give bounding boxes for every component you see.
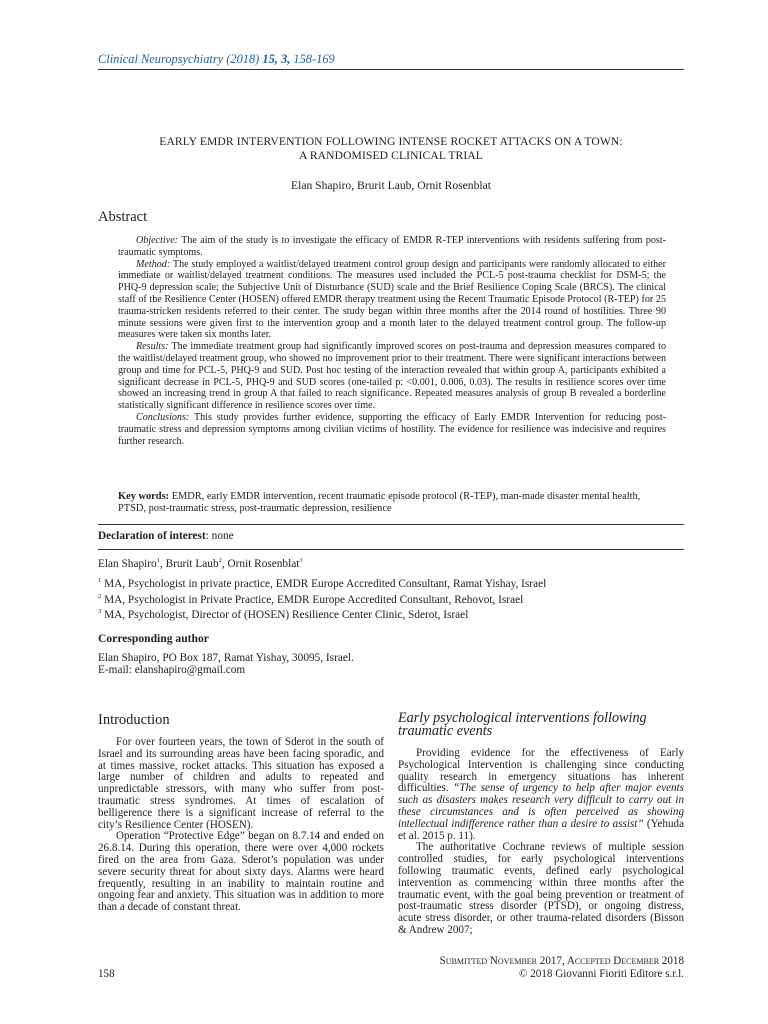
keywords-text: EMDR, early EMDR intervention, recent traumatic episode protocol (R-TEP), man-made disaster mental health, PTSD, post-traumatic stress, post-traumatic depression, resilience <box>118 491 641 514</box>
title-line-2: A RANDOMISED CLINICAL TRIAL <box>298 149 483 162</box>
submission-dates: Submitted November 2017, Accepted December 2018 <box>439 955 684 967</box>
divider <box>98 549 684 550</box>
affiliation-num: 2 <box>98 592 102 600</box>
author-list: Elan Shapiro, Brurit Laub, Ornit Rosenblat <box>291 179 491 192</box>
copyright: © 2018 Giovanni Fioriti Editore s.r.l. <box>519 968 684 980</box>
declaration-value: : none <box>205 530 234 542</box>
author-1: Elan Shapiro <box>98 557 157 570</box>
author-2-sup: 2 <box>218 557 222 564</box>
author-2: Brurit Laub <box>165 557 219 570</box>
journal-volume: 15, 3, <box>262 52 291 66</box>
title-line-1: EARLY EMDR INTERVENTION FOLLOWING INTENSE ROCKET ATTACKS ON A TOWN: <box>159 135 623 148</box>
author-3-sup: 3 <box>299 557 303 564</box>
conclusions-label: Conclusions: <box>136 411 190 423</box>
affiliation-num: 1 <box>98 577 102 584</box>
method-text: The study employed a waitlist/delayed treatment control group design and participants were randomly allocated to either immediate or waitlist/delayed treatment conditions. The measures used included the PCL-5 post-trauma checklist for DSM-5; the PHQ-9 depression scale; the Subjective Unit of Disturbance (SUD) scale and the Brief Resilience Coping Scale (BRCS). The clinical staff of the Resilience Center (HOSEN) offered EMDR therapy treatment using the Recent Traumatic Episode Protocol (R-TEP) for 25 trauma-stricken residents referred to their center. The study began within three months after the 2014 round of hostilities. Three 90 minute sessions were given first to the intervention group and a month later to the delayed treatment control group. The follow-up measures were taken six months later. <box>118 258 666 341</box>
author-1-sup: 1 <box>156 557 160 564</box>
divider <box>98 524 684 525</box>
early-p1-quote: “The sense of urgency to help after major events such as disasters makes research very difficult to carry out in these circumstances and is often perceived as showing intellectual indifference rather than a desire to assist” <box>398 782 684 830</box>
abstract-results <box>118 341 666 412</box>
affiliation-num: 3 <box>98 608 102 616</box>
method-label: Method: <box>136 258 171 270</box>
keywords <box>118 491 666 515</box>
results-text: The immediate treatment group had significantly improved scores on post-trauma and depression measures compared to the waitlist/delayed treatment group, who showed no improvement prior to their treatment. There were significant interactions between group and time for PCL-5, PHQ-9 and SUD. Post hoc testing of the interaction revealed that within group A, participants exhibited a significant decrease in PCL-5, PHQ-9 and SUD scores (one-tailed p: <0.001, 0.006, 0.03). The results in resilience scores over time showed an increasing trend in group A that failed to reach significance. Repeated measures analysis of group B revealed a borderline statistically significant difference in resilience scores over time. <box>118 341 666 412</box>
early-interventions-heading: Early psychological interventions following traumatic events <box>398 710 647 739</box>
early-paragraph-1 <box>398 748 684 842</box>
intro-paragraph-1: For over fourteen years, the town of Sderot in the south of Israel and its surrounding areas have been facing sporadic, and at times massive, rocket attacks. This situation has exposed a large number of children and adults to repeated and unpredictable stressors, with many who suffer from post-traumatic stress syndromes. At times of escalation of belligerence there is a significant increase of referral to the city’s Resilience Center (HOSEN). <box>98 736 384 831</box>
objective-label: Objective: <box>136 235 179 246</box>
early-interventions-body <box>398 748 684 937</box>
affiliation-3 <box>98 606 546 622</box>
introduction-body <box>98 737 384 914</box>
abstract-body <box>118 235 666 447</box>
abstract-conclusions <box>118 412 666 447</box>
abstract-objective <box>118 235 666 259</box>
abstract-heading: Abstract <box>98 209 148 225</box>
affiliations <box>98 575 546 622</box>
intro-paragraph-2: Operation “Protective Edge” began on 8.7.14 and ended on 26.8.14. During this operation, there were over 4,000 rockets fired on the area from Gaza. Sderot’s population was under severe security threat for about sixty days. Alarms were heard frequently, resulting in an inability to maintain routine and ongoing fear and anxiety. This situation was in addition to more than a decade of constant threat. <box>98 830 384 914</box>
corresponding-email[interactable]: E-mail: elanshapiro@gmail.com <box>98 664 246 676</box>
author-affiliation-line: Elan Shapiro$^1$, Brurit Laub$^2$, Ornit Rosenblat$^3$ <box>98 557 303 570</box>
journal-pages: 158-169 <box>293 52 335 66</box>
early-p1-start: Providing evidence for the effectiveness of Early Psychological Intervention is challenging since conducting quality research in emergency situations has inherent difficulties. <box>398 747 684 795</box>
keywords-label: Key words: <box>118 491 170 502</box>
declaration-of-interest <box>98 530 234 542</box>
early-paragraph-2: The authoritative Cochrane reviews of multiple session controlled studies, for early psychological interventions following traumatic events, defined early psychological intervention as commencing within three months after the traumatic event, with the goal being prevention or treatment of post-traumatic stress disorder (PTSD), or ongoing distress, acute stress disorder, or other trauma-related disorders (Bisson & Andrew 2007; <box>398 841 684 936</box>
page-number: 158 <box>98 968 115 980</box>
affiliation-text: MA, Psychologist, Director of (HOSEN) Resilience Center Clinic, Sderot, Israel <box>101 608 469 621</box>
corresponding-author-heading: Corresponding author <box>98 632 209 645</box>
affiliation-text: MA, Psychologist in private practice, EMDR Europe Accredited Consultant, Ramat Yishay, Israel <box>101 577 547 590</box>
journal-name: Clinical Neuropsychiatry (2018) <box>98 52 260 66</box>
paper-title <box>98 135 684 163</box>
author-3: Ornit Rosenblat <box>227 557 300 570</box>
conclusions-text: This study provides further evidence, supporting the efficacy of Early EMDR Intervention for reducing post-traumatic stress and depression symptoms among civilian victims of hostility. The evidence for resilience was indecisive and requires further research. <box>118 411 666 447</box>
abstract-method <box>118 259 666 342</box>
declaration-label: Declaration of interest <box>98 530 206 542</box>
introduction-heading: Introduction <box>98 712 170 728</box>
affiliation-1 <box>98 575 546 591</box>
objective-text: The aim of the study is to investigate the efficacy of EMDR R-TEP interventions with residents suffering from post-traumatic symptoms. <box>118 235 666 258</box>
journal-header <box>98 52 335 67</box>
header-rule <box>98 69 684 70</box>
affiliation-text: MA, Psychologist in Private Practice, EMDR Europe Accredited Consultant, Rehovot, Israel <box>101 593 524 606</box>
corresponding-address: Elan Shapiro, PO Box 187, Ramat Yishay, 30095, Israel. <box>98 652 354 664</box>
results-label: Results: <box>136 341 169 353</box>
affiliation-2 <box>98 591 546 607</box>
early-p1-end: (Yehuda et al. 2015 p. 11). <box>398 817 684 842</box>
